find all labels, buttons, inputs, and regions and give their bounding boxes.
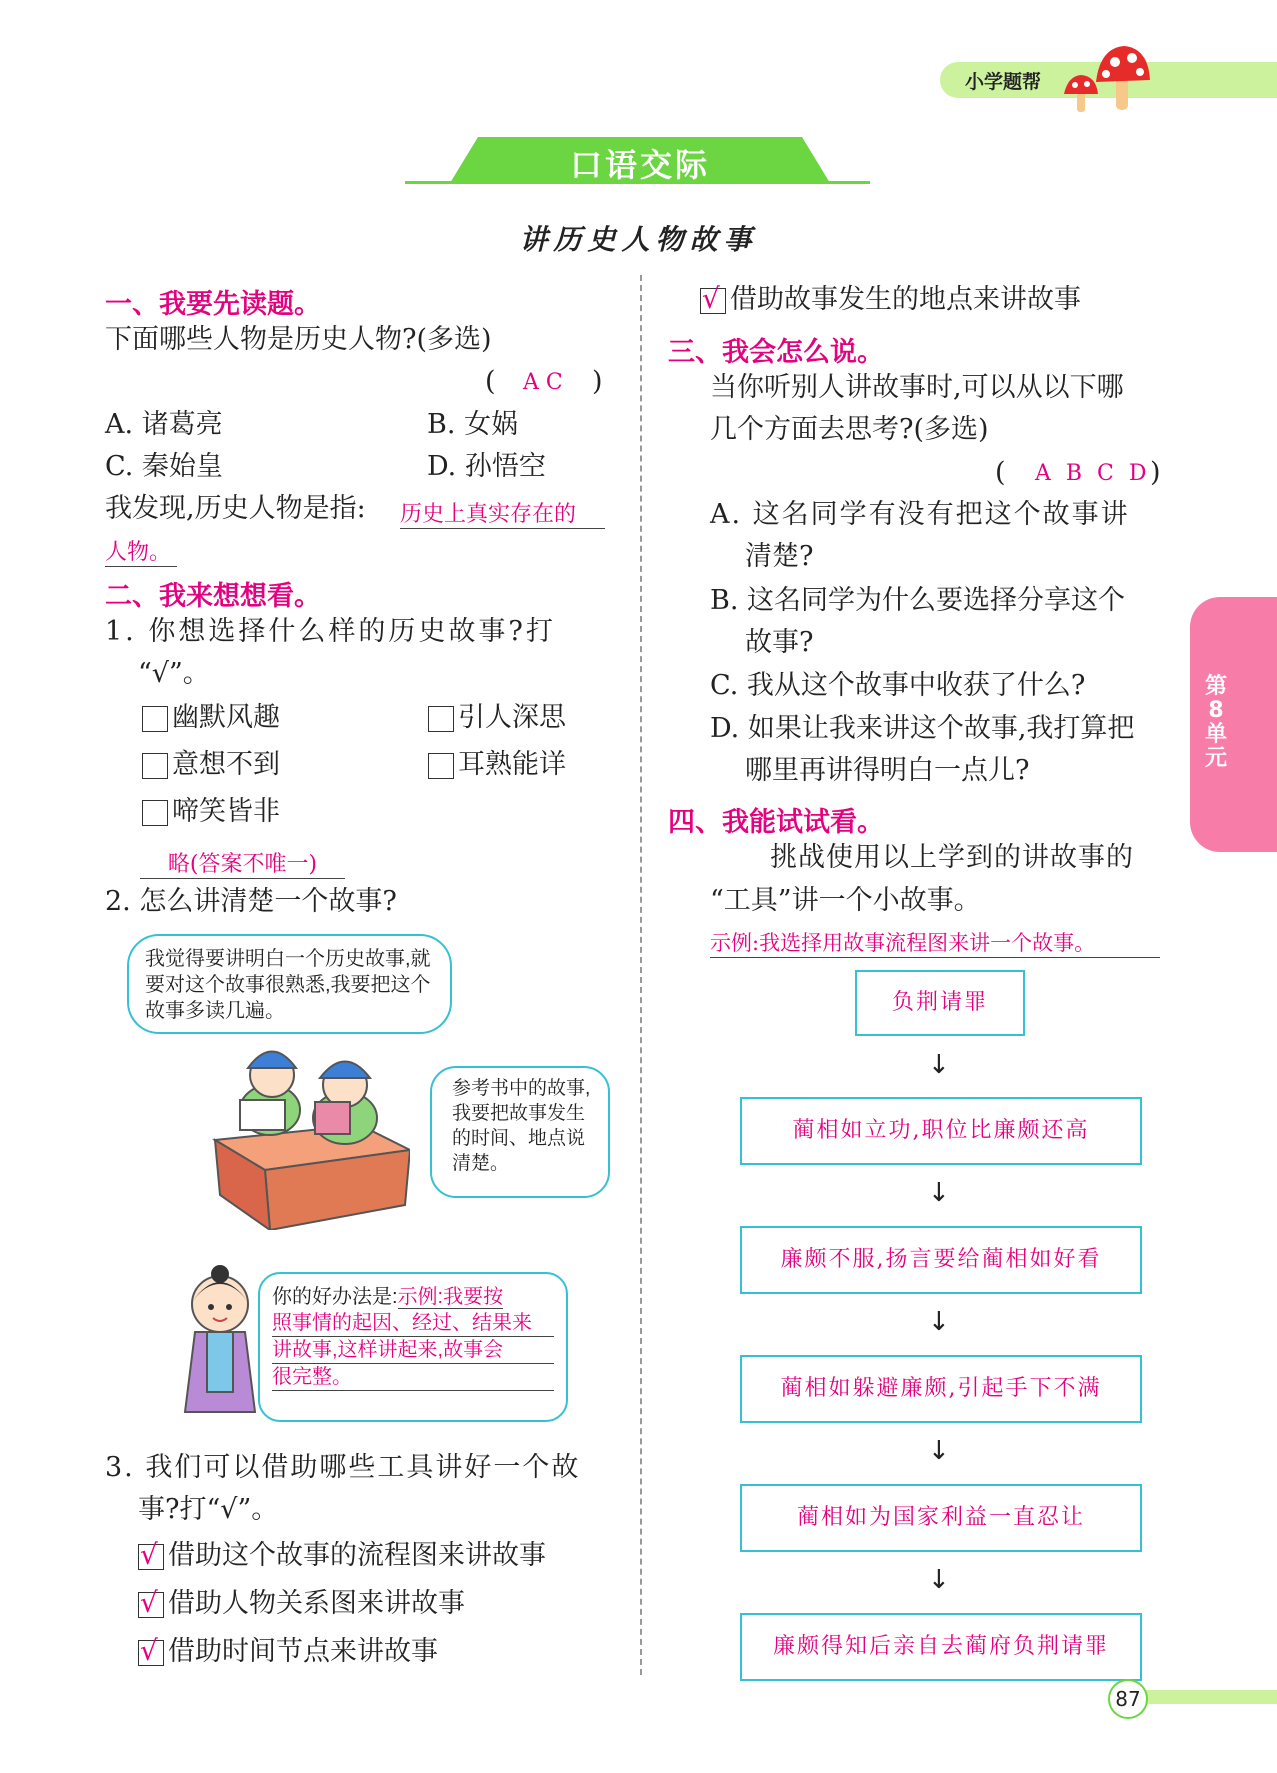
flow-arrow: ↓ [928,1307,950,1337]
flow-box-4: 蔺相如躲避廉颇,引起手下不满 [740,1355,1142,1423]
tool-label: 借助时间节点来讲故事 [168,1636,438,1667]
checkbox[interactable] [142,800,168,826]
option-a: A. 诸葛亮 [105,409,223,440]
find-answer-1: 历史上真实存在的 [400,497,605,529]
opt-c: C. 我从这个故事中收获了什么? [710,670,1086,701]
banner-title: 口语交际 [569,146,710,184]
section1-heading: 一、我要先读题。 [105,289,321,320]
checkbox-checked[interactable] [138,1633,164,1667]
choice-label: 啼笑皆非 [172,796,280,827]
q1-answer: 略(答案不唯一) [140,847,345,879]
q1-line1: 1. 你想选择什么样的历史故事?打 [105,616,556,647]
section3-q-line1: 当你听别人讲故事时,可以从以下哪 [710,372,1124,403]
speech-bubble-1 [127,934,452,1034]
option-c: C. 秦始皇 [105,451,223,482]
q1-line2: “√”。 [138,658,210,689]
section1-answer-close: ) [592,366,603,397]
q3-line2: 事?打“√”。 [138,1494,279,1525]
section3-answer-open: ( [995,457,1006,488]
section4-heading: 四、我能试试看。 [668,807,884,838]
section1-answer-open: ( [485,366,496,397]
checkbox[interactable] [428,706,454,732]
speech-bubble-2 [430,1066,610,1198]
unit-tab-text [1196,675,1236,771]
section3-answer-close: ) [1150,457,1161,488]
find-prefix: 我发现,历史人物是指: [105,493,366,524]
bubble3-prefix: 你的好办法是: [272,1286,398,1308]
bubble3-answer-4: 很完整。 [272,1364,554,1391]
choice-3[interactable] [142,750,280,780]
find-answer-2: 人物。 [105,535,177,567]
option-d: D. 孙悟空 [427,451,546,482]
choice-2[interactable] [428,703,566,733]
column-divider [640,275,642,1675]
section1-answer: A C [523,370,563,395]
bubble3-answer-1: 示例:我要按 [397,1286,504,1308]
choice-label: 意想不到 [172,749,280,780]
choice-label: 引人深思 [458,702,566,733]
girl-illustration [175,1262,265,1422]
flow-arrow: ↓ [928,1565,950,1595]
unit-tab-line1: 第 [1204,674,1227,699]
section4-text-1: 挑战使用以上学到的讲故事的 [770,842,1134,873]
unit-tab-line2: 8 [1208,698,1224,723]
choice-1[interactable] [142,703,280,733]
flow-box-6: 廉颇得知后亲自去蔺府负荆请罪 [740,1613,1142,1681]
mushroom-icon [1060,40,1150,115]
bubble3-answer-3: 讲故事,这样讲起来,故事会 [272,1337,554,1364]
unit-tab-line4: 元 [1204,746,1227,771]
speech-bubble-3 [258,1272,568,1422]
opt-d-line2: 哪里再讲得明白一点儿? [745,755,1030,786]
option-b: B. 女娲 [427,409,519,440]
q2: 2. 怎么讲清楚一个故事? [105,886,397,917]
checkbox-checked[interactable] [700,281,726,315]
section2-heading: 二、我来想想看。 [105,581,321,612]
section1-question: 下面哪些人物是历史人物?(多选) [105,324,492,355]
flow-box-5: 蔺相如为国家利益一直忍让 [740,1484,1142,1552]
bubble1-text: 我觉得要讲明白一个历史故事,就要对这个故事很熟悉,我要把这个故事多读几遍。 [145,948,431,1022]
checkbox[interactable] [142,706,168,732]
tool-label: 借助这个故事的流程图来讲故事 [168,1540,546,1571]
flow-box-1: 负荆请罪 [855,970,1025,1036]
check-icon: √ [140,1537,158,1571]
section4-example: 示例:我选择用故事流程图来讲一个故事。 [710,927,1160,958]
unit-tab-line3: 单 [1204,722,1227,747]
scholars-reading-illustration [210,1030,410,1230]
flow-arrow: ↓ [928,1436,950,1466]
opt-a-line1: A. 这名同学有没有把这个故事讲 [710,499,1130,530]
tool-1[interactable] [138,1537,546,1571]
flow-box-3: 廉颇不服,扬言要给蔺相如好看 [740,1226,1142,1294]
q3-line1: 3. 我们可以借助哪些工具讲好一个故 [105,1452,581,1483]
checkbox-checked[interactable] [138,1537,164,1571]
header-brand: 小学题帮 [965,71,1042,93]
opt-a-line2: 清楚? [745,541,814,572]
opt-b-line1: B. 这名同学为什么要选择分享这个 [710,585,1126,616]
choice-5[interactable] [142,797,280,827]
choice-label: 幽默风趣 [172,702,280,733]
section3-answer: A B C D [1035,461,1151,486]
choice-4[interactable] [428,750,566,780]
section3-q-line2: 几个方面去思考?(多选) [710,414,989,445]
section3-heading: 三、我会怎么说。 [668,337,884,368]
lesson-title: 讲历史人物故事 [519,223,758,256]
bubble3-answer-2: 照事情的起因、经过、结果来 [272,1310,554,1337]
checkbox[interactable] [142,753,168,779]
page-number: 87 [1108,1679,1148,1719]
check-icon: √ [702,281,720,315]
tool-4[interactable] [700,281,1081,315]
flow-arrow: ↓ [928,1178,950,1208]
check-icon: √ [140,1585,158,1619]
flow-arrow: ↓ [928,1050,950,1080]
tool-label: 借助人物关系图来讲故事 [168,1588,465,1619]
checkbox[interactable] [428,753,454,779]
choice-label: 耳熟能详 [458,749,566,780]
tool-3[interactable] [138,1633,438,1667]
bubble2-text: 参考书中的故事,我要把故事发生的时间、地点说清楚。 [452,1078,591,1174]
section4-text-2: “工具”讲一个小故事。 [710,885,981,916]
flow-box-2: 蔺相如立功,职位比廉颇还高 [740,1097,1142,1165]
tool-2[interactable] [138,1585,465,1619]
tool-label: 借助故事发生的地点来讲故事 [730,284,1081,315]
checkbox-checked[interactable] [138,1585,164,1619]
opt-b-line2: 故事? [745,627,814,658]
opt-d-line1: D. 如果让我来讲这个故事,我打算把 [710,713,1135,744]
check-icon: √ [140,1633,158,1667]
